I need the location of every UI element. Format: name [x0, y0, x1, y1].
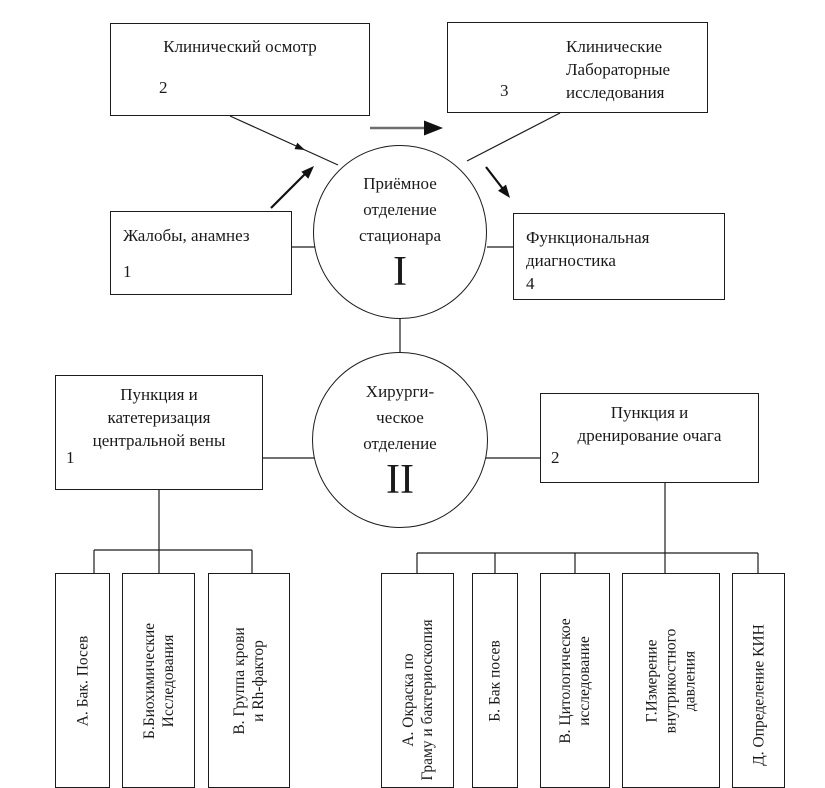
node-title-line: и Rh-фактор [250, 639, 267, 722]
node-title-line: исследования [566, 83, 665, 102]
arrow-up-right-shaft [271, 173, 306, 208]
arrow-right-head [424, 121, 443, 136]
node-intraosseous-pressure [622, 573, 720, 788]
node-functional-diagnostics [513, 213, 725, 300]
node-title-line: катетеризация [107, 408, 211, 427]
line-exam-to-admission [230, 116, 338, 165]
node-title-line: стационара [358, 225, 442, 245]
node-admission-dept [313, 145, 487, 319]
node-title-line: отделение [363, 433, 437, 453]
line-lab-to-admission [467, 113, 560, 161]
arrow-up-right-icon [271, 166, 314, 208]
node-number: 2 [551, 448, 560, 467]
node-title-line: Хирурги- [365, 381, 435, 401]
node-title-line: Д. Определение КИН [750, 624, 767, 767]
node-title-lines [643, 628, 700, 733]
node-title-line: центральной вены [92, 431, 226, 450]
node-title-line: Граму и бактериоскопия [418, 619, 436, 781]
node-title-line: дренирование очага [577, 426, 722, 445]
node-title-line: Приёмное [363, 173, 437, 193]
node-complaints-anamnesis [110, 211, 292, 295]
node-title-line: внутрикостного [662, 628, 680, 733]
node-title-line: Пункция и [120, 385, 198, 404]
node-title-line: Лабораторные [566, 60, 671, 79]
node-number: 1 [66, 448, 75, 467]
node-title-line: Клинические [566, 37, 663, 56]
node-title-lines [566, 35, 670, 104]
node-roman-numeral: I [393, 248, 407, 295]
node-title-line: Функциональная [526, 228, 650, 247]
node-bak-posev-2 [472, 573, 518, 788]
node-kin-determination [732, 573, 785, 788]
node-number: 1 [123, 262, 132, 281]
arrow-right-icon [370, 121, 443, 136]
node-puncture-catheterization [55, 375, 263, 490]
node-title-line: Г.Измерение [643, 639, 661, 722]
node-number: 3 [500, 81, 509, 100]
node-title-lines [399, 619, 437, 780]
node-title-line: Б. Бак посев [486, 639, 504, 722]
node-clinical-exam [110, 23, 370, 116]
node-title-lines [230, 627, 268, 734]
node-title-line: Жалобы, анамнез [123, 226, 250, 245]
node-title-line: В. Цитологическое [557, 617, 574, 744]
node-surgical-dept [312, 352, 488, 528]
node-title-line: Исследования [159, 634, 177, 727]
small-diagonal-arrowhead-icon [295, 143, 306, 150]
node-gram-stain-bacterioscopy [381, 573, 454, 788]
node-title-lines [541, 401, 758, 447]
node-title-lines [526, 226, 649, 295]
node-title-line: отделение [363, 199, 437, 219]
node-title-line: В. Группа крови [231, 626, 248, 735]
node-title-lines [486, 640, 505, 722]
node-bak-posev [55, 573, 110, 788]
node-biochemical-tests [122, 573, 195, 788]
node-title-line: Пункция и [610, 403, 689, 422]
node-cytology-test [540, 573, 610, 788]
node-puncture-drainage [540, 393, 759, 483]
node-title-lines [56, 383, 262, 452]
node-title-line: исследование [576, 635, 593, 726]
node-title-line: давления [681, 650, 699, 711]
node-title-line: Б.Биохимические [140, 622, 158, 739]
node-title: Клинический осмотр [163, 37, 317, 56]
node-title-lines [73, 635, 92, 726]
arrow-down-right-shaft [486, 167, 503, 189]
node-title-lines [749, 625, 768, 767]
node-number: 2 [159, 78, 168, 97]
node-title-lines [140, 622, 178, 738]
node-roman-numeral: II [386, 456, 414, 503]
node-title-lines [556, 618, 594, 743]
node-number: 4 [526, 274, 535, 293]
node-title-line: диагностика [526, 251, 616, 270]
arrow-down-right-icon [486, 167, 510, 198]
node-title-line: А. Бак. Посев [74, 635, 91, 726]
node-title-line: А. Окраска по [399, 653, 417, 747]
node-blood-group-rh [208, 573, 290, 788]
node-title-lines [123, 224, 250, 247]
node-lab-tests [447, 22, 708, 113]
node-title-line: ческое [376, 407, 424, 427]
